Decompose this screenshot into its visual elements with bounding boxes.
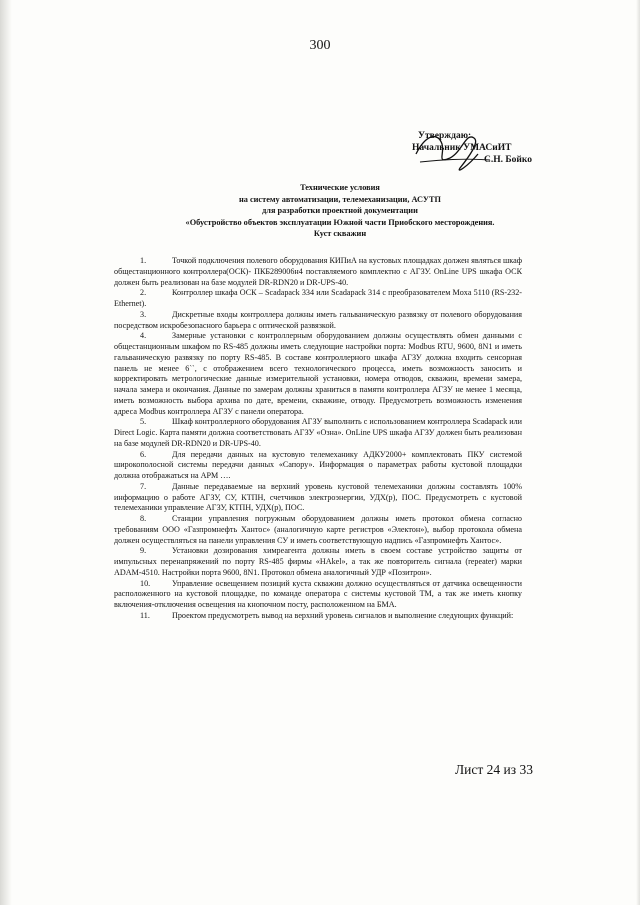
paragraph-number: 8.	[140, 514, 147, 523]
paragraph	[114, 514, 522, 546]
paragraph-text: Точкой подключения полевого оборудования КИПиА на кустовых площадках должен являться шкаф общестанционного контроллера(ОСК)- ПКБ289006н4 поставляемого комплектно с АГЗУ. OnLine UPS шкафа ОСК должен быть реализован на базе модулей DR-RDN20 и DR-UPS-40.	[114, 256, 522, 287]
approval-label: Утверждаю:	[418, 131, 472, 141]
document-body	[114, 256, 522, 622]
paragraph-text: Установки дозирования химреагента должны иметь в своем составе устройство защиты от импульсных перенапряжений по порту RS-485 фирмы «HAkel», а так же повторитель сигнала (repeater) марки ADAM-4510. Настройки порта 9600, 8N1. Протокол обмена аналогичный УДР «Позитрон».	[114, 546, 522, 577]
paragraph-number: 3.	[140, 309, 147, 319]
title-line: для разработки проектной документации	[262, 206, 418, 216]
paragraph-number: 6.	[140, 449, 147, 459]
approval-block	[412, 130, 532, 166]
paragraph-number: 2.	[140, 288, 147, 298]
scan-right-edge	[636, 0, 640, 905]
title-line: «Обустройство объектов эксплуатации Южной части Приобского месторождения.	[185, 217, 495, 227]
paragraph	[114, 256, 522, 288]
paragraph	[114, 546, 522, 578]
paragraph-text: Данные передаваемые на верхний уровень кустовой телемеханики должны составлять 100% информацию о работе АГЗУ, СУ, КТПН, счетчиков электроэнергии, УДХ(р), ПОС. Предусмотреть с кустовой телемеханики управление АГЗУ, КТПН, УДХ(р), ПОС.	[114, 481, 522, 513]
paragraph-number: 4.	[140, 331, 147, 341]
paragraph	[114, 611, 522, 622]
scan-left-edge	[0, 0, 12, 905]
title-line: Куст скважин	[313, 229, 367, 239]
paragraph-number: 1.	[140, 256, 147, 265]
paragraph-text: Замерные установки с контроллерным оборудованием должны осуществлять обмен данными с общестанционным шкафом по RS-485 должны иметь следующие настройки порта: Modbus RTU, 9600, 8N1 и иметь гальваническую развязку по порту RS-485. В составе контроллерного шкафа АГЗУ должна входить сенсорная панель не менее 6``, с отображением всего технологического процесса, иметь возможность заносить и корректировать метрологические данные измерительной установки, номера отводов, скважин, времени замера, начала замера и окончания. Данные по замерам должны храниться в памяти контроллера АГЗУ не менее 1 месяца, иметь возможность выбора архива по дате, времени, скважине, отводу. Предусмотреть возможность изменения адреса Modbus контроллера АГЗУ с панели оператора.	[114, 331, 522, 416]
paragraph	[114, 288, 522, 310]
approval-role: Начальник УМАСиИТ	[412, 143, 512, 153]
paragraph-text: Станции управления погружным оборудованием должны иметь протокол обмена согласно требованиям ООО «Газпромнефть Хантос» (аналогичную карте регистров «Электон»), выбор протокола обмена должен осуществляться на панели управления СУ и иметь соответствующую надпись «Газпромнефть Хантос».	[114, 514, 522, 545]
paragraph-text: Дискретные входы контроллера должны иметь гальваническую развязку от полевого оборудования посредством искробезопасного барьера с оптической развязкой.	[114, 309, 522, 330]
paragraph-number: 9.	[140, 546, 147, 556]
title-line: на систему автоматизации, телемеханизации, АСУТП	[238, 194, 442, 204]
approval-name: С.Н. Бойко	[484, 155, 532, 165]
paragraph	[114, 331, 522, 417]
title-line: Технические условия	[300, 183, 380, 192]
paragraph-text: Проектом предусмотреть вывод на верхний уровень сигналов и выполнение следующих функций:	[172, 610, 514, 620]
paragraph-text: Управление освещением позиций куста скважин должно осуществляться от датчика освещенности расположенного на кустовой площадке, по команде оператора с системы кустовой ТМ, а так же иметь кнопку включения-отключения освещения на кнопочном посту, расположенном на БМА.	[114, 578, 522, 609]
sheet-counter: Лист 24 из 33	[455, 762, 533, 777]
paragraph-number: 7.	[140, 481, 147, 491]
paragraph-number: 5.	[140, 417, 147, 427]
document-title	[130, 182, 550, 240]
paragraph-number: 10.	[140, 578, 151, 588]
paragraph	[114, 310, 522, 332]
paragraph	[114, 450, 522, 482]
paragraph	[114, 482, 522, 514]
paragraph-text: Для передачи данных на кустовую телемеханику АДКУ2000+ комплектовать ПКУ системой широкополосной системы передачи данных «Сапору». Информация о параметрах работы кустовой площадки должна отображаться на АРМ ….	[114, 449, 522, 480]
paragraph-text: Контроллер шкафа ОСК – Scadapack 334 или Scadapack 314 с преобразователем Moxa 5110 (RS-232-Ethernet).	[114, 288, 522, 308]
page-number: 300	[309, 38, 331, 53]
paragraph	[114, 579, 522, 611]
paragraph-number: 11.	[140, 610, 150, 620]
paragraph	[114, 417, 522, 449]
paragraph-text: Шкаф контроллерного оборудования АГЗУ выполнить с использованием контроллера Scadapack или Direct Logic. Карта памяти должна соответствовать АГЗУ «Озна». OnLine UPS шкафа АГЗУ должен быть реализован на базе модулей DR-RDN20 и DR-UPS-40.	[114, 417, 523, 448]
